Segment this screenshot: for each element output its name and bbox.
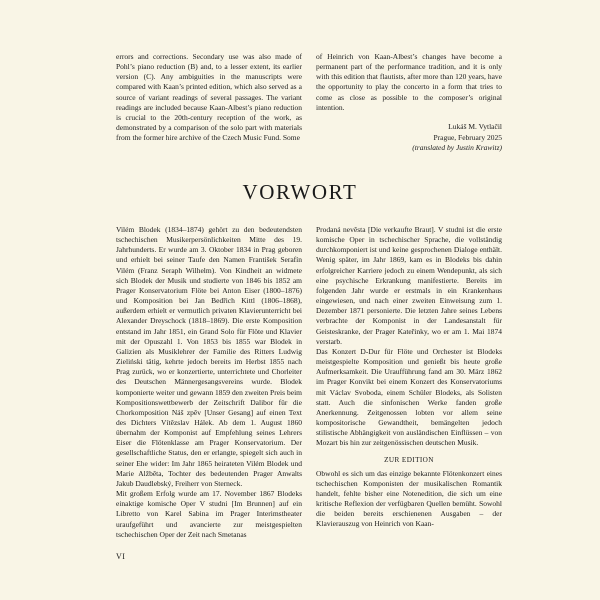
subheading-zur-edition: ZUR EDITION xyxy=(384,456,434,465)
signature-block xyxy=(316,122,502,154)
section-heading: VORWORT xyxy=(242,180,358,204)
paragraph: Obwohl es sich um das einzige bekannte Flötenkonzert eines tschechischen Komponisten der musikalischen Romantik handelt, fehlte bisher eine Notenedition, die sich um eine kritische Reflexion der verfügbaren Quellen bemüht. Sowohl die beiden bereits erschienenen Ausgaben – der Klavierauszug von Heinrich von Kaan- xyxy=(316,468,502,529)
paragraph: Vilém Blodek (1834–1874) gehört zu den bedeutendsten tschechischen Musikerpersönlichkeiten Mitte des 19. Jahrhunderts. Er wurde am 3. Oktober 1834 in Prag geboren und erhielt bei seiner Taufe den Namen František Serafín Vilém (Franz Seraph Wilhelm). Von Kindheit an widmete sich Blodek der Musik und studierte von 1846 bis 1852 am Prager Konservatorium Flöte bei Anton Eiser (1800–1876) und Komposition bei Jan Bedřich Kittl (1806–1868), außerdem erhielt er vermutlich privaten Klavierunterricht bei Alexander Dreyschock (1818–1869). Die erste Komposition entstand im Jahr 1851, ein Grand Solo für Flöte und Klavier mit der Opuszahl 1. Von 1853 bis 1855 war Blodek in Galizien als Musiklehrer der Familie des Ritters Ludwig Zieliński tätig, kehrte jedoch bereits im Herbst 1855 nach Prag zurück, wo er konzertierte, unterrichtete und Chorleiter des Deutschen Männergesangsvereins wurde. Blodek komponierte weiter und gewann 1859 den zweiten Preis beim Kompositionswettbewerb der Zeitschrift Dalibor für die Chorkomposition Náš zpěv [Unser Gesang] auf einen Text des Dichters Vítězslav Hálek. Ab dem 1. August 1860 übernahm der Komponist auf Empfehlung seines Lehrers Eiser die Flötenklasse am Prager Konservatorium. Der gesellschaftliche Status, den er erlangte, spiegelt sich auch in seiner Ehe wider: Im Jahr 1865 heirateten Vilém Blodek und Marie Alžběta, Tochter des bedeutenden Prager Anwalts Jakub Daudlebský, Freiherr von Sterneck. xyxy=(116,225,302,488)
signature-place-date: Prague, February 2025 xyxy=(433,132,502,142)
paragraph: Prodaná nevěsta [Die verkaufte Braut]. V studni ist die erste komische Oper in tschechischer Sprache, die vollständig durchkomponiert ist und keine gesprochenen Dialoge enthält. Wenig später, im Jahr 1869, kam es in Blodeks bis dahin erfolgreicher Karriere jedoch zu einem Wendepunkt, als sich eine psychische Erkrankung manifestierte. Bereits im folgenden Jahr wurde er erstmals in ein Krankenhaus eingewiesen, und nach einer zweiten Einweisung zum 1. Dezember 1871 personierte. Die letzten Jahre seines Lebens verbrachte der Komponist in der Landesanstalt für Geisteskranke, der Prager Kateřinky, wo er am 1. Mai 1874 verstarb. xyxy=(316,225,502,346)
english-preface-left-column xyxy=(116,52,302,143)
english-preface-right-column xyxy=(316,52,502,154)
signature-name: Lukáš M. Vytlačil xyxy=(448,121,502,131)
paragraph: Das Konzert D-Dur für Flöte und Orchester ist Blodeks meistgespielte Komposition und genießt bis heute große Aufmerksamkeit. Die Uraufführung fand am 30. März 1862 im Prager Konvikt bei einem Konzert des Konservatoriums mit Václav Svoboda, einem Schüler Blodeks, als Solisten statt. Auch die sinfonischen Werke fanden große Anerkennung. Zeitgenossen lobten vor allem seine kompositorische Gewandtheit, bemängelten jedoch stilistische Abhängigkeit von ausländischen Einflüssen – von Mozart bis hin zur zeitgenössischen deutschen Musik. xyxy=(316,346,502,448)
vorwort-right-column xyxy=(316,225,502,530)
vorwort-left-column xyxy=(116,225,302,540)
paragraph: errors and corrections. Secondary use was also made of Pohl’s piano reduction (B) and, to a lesser extent, its earlier version (C). Any ambiguities in the manuscripts were compared with Kaan’s printed edition, which also served as a source of variant readings of several passages. The variant readings are included because Kaan-Albest’s piano reduction is crucial to the 20th-century reception of the work, as demonstrated by a comparison of the solo part with materials from the former hire archive of the Czech Music Fund. Some xyxy=(116,52,302,143)
paragraph: of Heinrich von Kaan-Albest’s changes have become a permanent part of the performance tradition, and it is only with this edition that flautists, after more than 120 years, have the opportunity to play the concerto in a form that tries to come as close as possible to the composer’s original intention. xyxy=(316,52,502,112)
page-number: VI xyxy=(116,552,126,561)
paragraph: Mit großem Erfolg wurde am 17. November 1867 Blodeks einaktige komische Oper V studni [Im Brunnen] auf ein Libretto von Karel Sabina im Prager Interimstheater uraufgeführt und avancierte zur meistgespielten tschechischen Oper der Zeit nach Smetanas xyxy=(116,489,302,539)
signature-translator: (translated by Justin Krawitz) xyxy=(412,143,502,153)
